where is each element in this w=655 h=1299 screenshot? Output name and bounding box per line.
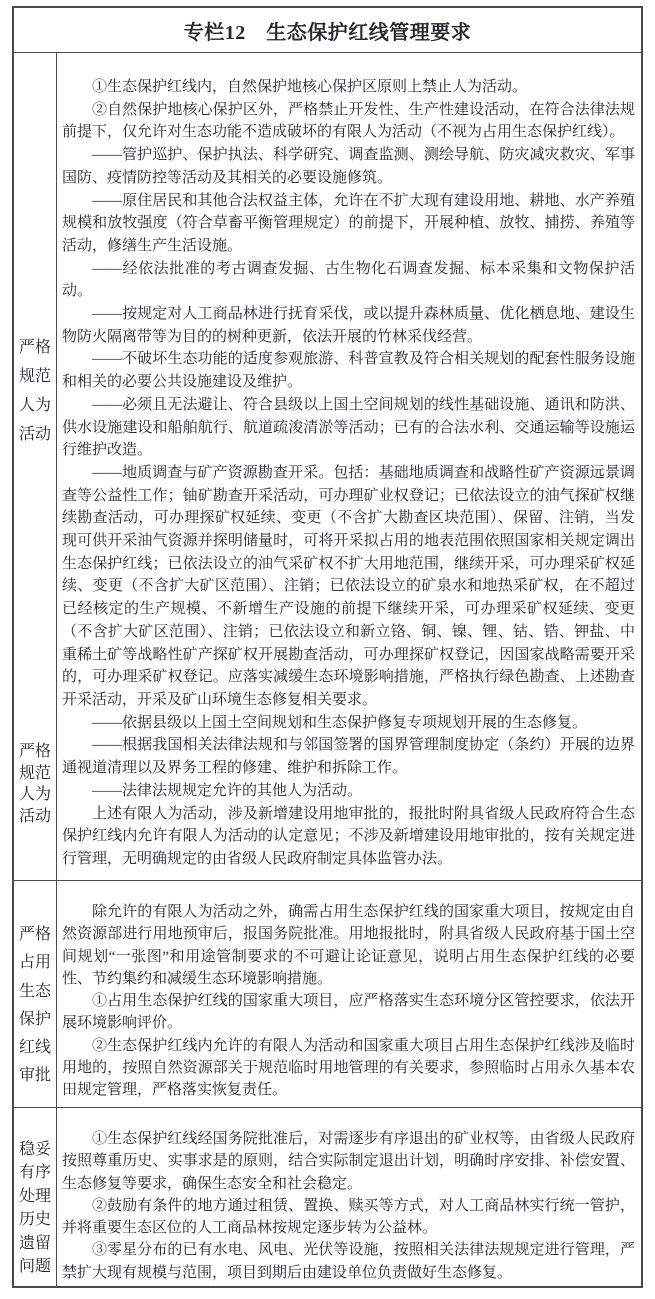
paragraph: ①占用生态保护红线的国家重大项目，应严格落实生态环境分区管控要求，依法开展环境影响评价。 [62, 993, 635, 1032]
paragraph: ②生态保护红线内允许的有限人为活动和国家重大项目占用生态保护红线涉及临时用地的，按照自然资源部关于规范临时用地管理的有关要求，参照临时占用永久基本农田规定管理，严格落实恢复责任。 [62, 1037, 635, 1099]
row-label-cell [14, 881, 57, 1107]
paragraph: ——法律法规规定允许的其他人为活动。 [92, 782, 363, 799]
row-label-cell [14, 1108, 57, 1286]
paragraph: ①生态保护红线内，自然保护地核心保护区原则上禁止人为活动。 [92, 79, 528, 95]
paragraph: ——原住居民和其他合法权益主体，允许在不扩大现有建设用地、耕地、水产养殖规模和放牧强度（符合草畜平衡管理规定）的前提下，开展种植、放牧、捕捞、养殖等活动，修缮生产生活设施。 [62, 192, 635, 254]
paragraph: ——必须且无法避让、符合县级以上国土空间规划的线性基础设施、通讯和防洪、供水设施建设和船舶航行、航道疏浚清淤等活动；已有的合法水利、交通运输等设施运行维护改造。 [62, 396, 635, 459]
paragraph: ②自然保护地核心保护区外，严格禁止开发性、生产性建设活动，在符合法律法规前提下，仅允许对生态功能不造成破坏的有限人为活动（不视为占用生态保护红线）。 [62, 101, 635, 141]
row-content-cell [57, 1108, 641, 1286]
row-label: 严格规范人为活动 [19, 339, 52, 443]
table-row-occupation-approval [14, 881, 641, 1108]
paragraph: ②鼓励有条件的地方通过租赁、置换、赎买等方式，对人工商品林实行统一管护，并将重要生态区位的人工商品林按规定逐步转为公益林。 [62, 1197, 635, 1237]
paragraph: ——不破坏生态功能的适度参观旅游、科普宣教及符合相关规划的配套性服务设施和相关的必要公共设施建设及维护。 [62, 351, 635, 391]
paragraph: ③零星分布的已有水电、风电、光伏等设施，按照相关法律法规规定进行管理，严禁扩大现有规模与范围，项目到期后由建设单位负责做好生态修复。 [62, 1242, 635, 1281]
paragraph: ①生态保护红线经国务院批准后，对需逐步有序退出的矿业权等，由省级人民政府按照尊重历史、实事求是的原则，结合实际制定退出计划，明确时序安排、补偿安置、生态修复等要求，确保生态安全和社会稳定。 [62, 1131, 635, 1192]
paragraph: ——根据我国相关法律法规和与邻国签署的国界管理制度协定（条约）开展的边界通视道清理以及界务工程的修建、维护和拆除工作。 [62, 737, 635, 777]
paragraph: ——管护巡护、保护执法、科学研究、调查监测、测绘导航、防灾减灾救灾、军事国防、疫情防控等活动及其相关的必要设施修筑。 [62, 147, 635, 186]
table-title-row [14, 8, 641, 53]
paragraph: ——地质调查与矿产资源勘查开采。包括：基础地质调查和战略性矿产资源远景调查等公益性工作；铀矿勘查开采活动，可办理矿业权登记；已依法设立的油气探矿权继续勘查活动，可办理探矿权延续、变更（不含扩大勘查区块范围）、保留、注销，当发现可供开采油气资源并探明储量时，可将开采拟占用的地表范围依照国家相关规定调出生态保护红线；已依法设立的油气采矿权不扩大用地范围，继续开采，可办理采矿权延续、变更（不含扩大矿区范围）、注销；已依法设立的矿泉水和地热采矿权，在不超过已经核定的生产规模、不新增生产设施的前提下继续开采，可办理采矿权延续、变更（不含扩大矿区范围）、注销；已依法设立和新立铬、铜、镍、锂、钴、锆、钾盐、中重稀土矿等战略性矿产探矿权开展勘查活动，可办理探矿权登记，因国家战略需要开采的，可办理采矿权登记。应落实减缓生态环境影响措施，严格执行绿色勘查、上述勘查开采活动，开采及矿山环境生态修复相关要求。 [62, 464, 635, 708]
table-title: 专栏12 生态保护红线管理要求 [183, 21, 472, 44]
row-label: 稳妥有序处理历史遗留问题 [19, 1141, 52, 1276]
paragraph: ——经依法批准的考古调查发掘、古生物化石调查发掘、标本采集和文物保护活动。 [62, 260, 635, 300]
row-content-cell [57, 881, 641, 1107]
paragraph: 除允许的有限人为活动之外，确需占用生态保护红线的国家重大项目，按规定由自然资源部进行用地预审后，报国务院批准。用地报批时，附具省级人民政府基于国土空间规划“一张图”和用途管制要求的不可避让论证意见，说明占用生态保护红线的必要性、节约集约和减缓生态环境影响措施。 [62, 904, 635, 987]
policy-column-table [12, 6, 643, 1288]
paragraph: 上述有限人为活动，涉及新增建设用地审批的，报批时附具省级人民政府符合生态保护红线内允许有限人为活动的认定意见；不涉及新增建设用地审批的，按有关规定进行管理，无明确规定的由省级人民政府制定具体监管办法。 [62, 805, 635, 867]
paragraph: ——依据县级以上国土空间规划和生态保护修复专项规划开展的生态修复。 [92, 714, 588, 731]
row-label: 严格占用生态保护红线审批 [19, 926, 52, 1085]
row-content-cell [57, 53, 641, 880]
row-label-repeat: 严格规范人为活动 [19, 743, 52, 826]
row-label-cell [14, 53, 57, 880]
table-row-historical-issues [14, 1108, 641, 1286]
table-row-regulate-human-activities [14, 53, 641, 881]
paragraph: ——按规定对人工商品林进行抚育采伐，或以提升森林质量、优化栖息地、建设生物防火隔离带等为目的的树种更新，依法开展的竹林采伐经营。 [62, 306, 635, 345]
